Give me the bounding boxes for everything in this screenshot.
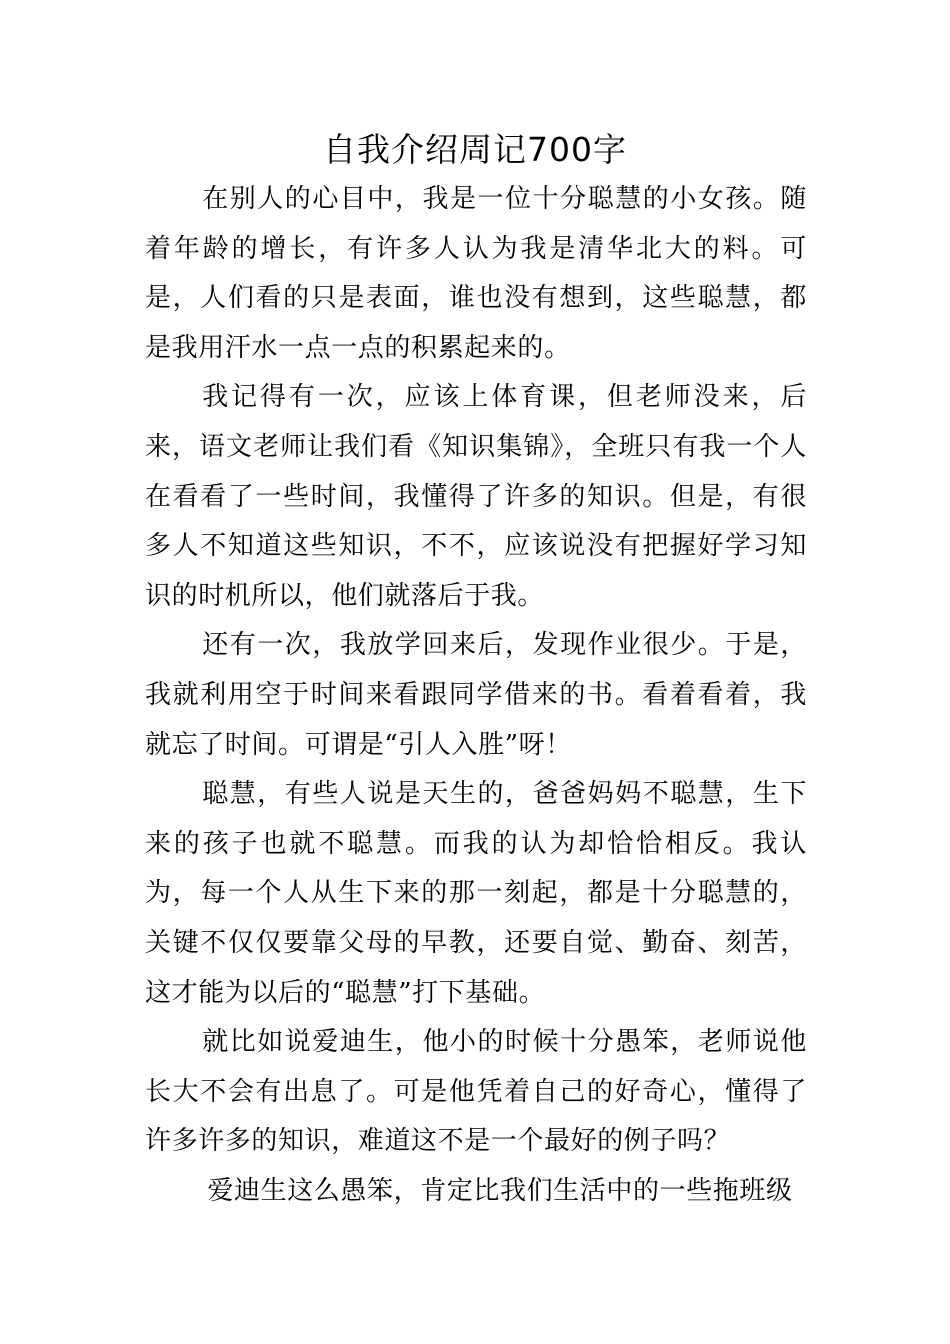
document-body: [145, 175, 807, 1216]
paragraph-4: 聪慧，有些人说是天生的，爸爸妈妈不聪慧，生下来的孩子也就不聪慧。而我的认为却恰恰相反。我认为，每一个人从生下来的那一刻起，都是十分聪慧的，关键不仅仅要靠父母的早教，还要自觉、勤奋、刻苦，这才能为以后的“聪慧”打下基础。: [145, 779, 807, 1008]
paragraph-6: 爱迪生这么愚笨，肯定比我们生活中的一些拖班级: [207, 1175, 793, 1206]
paragraph-1: 在别人的心目中，我是一位十分聪慧的小女孩。随着年龄的增长，有许多人认为我是清华北大的料。可是，人们看的只是表面，谁也没有想到，这些聪慧，都是我用汗水一点一点的积累起来的。: [145, 184, 807, 363]
paragraph-5: 就比如说爱迪生，他小的时候十分愚笨，老师说他长大不会有出息了。可是他凭着自己的好奇心，懂得了许多许多的知识，难道这不是一个最好的例子吗？: [145, 1027, 807, 1157]
paragraph-3: 还有一次，我放学回来后，发现作业很少。于是，我就利用空于时间来看跟同学借来的书。看着看着，我就忘了时间。可谓是“引人入胜”呀！: [145, 630, 807, 760]
document-title: 自我介绍周记700字: [323, 130, 627, 169]
paragraph-2: 我记得有一次，应该上体育课，但老师没来，后来，语文老师让我们看《知识集锦》，全班只有我一个人在看看了一些时间，我懂得了许多的知识。但是，有很多人不知道这些知识，不不，应该说没有把握好学习知识的时机所以，他们就落后于我。: [145, 382, 807, 611]
